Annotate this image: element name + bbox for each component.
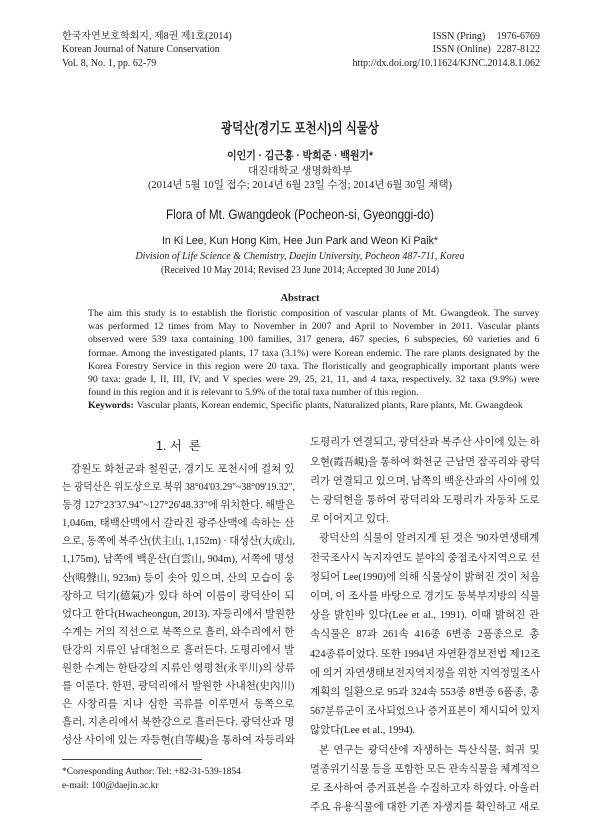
footnote-divider: [62, 759, 202, 760]
right-column-line: 로 이어지고 있다.: [310, 514, 389, 526]
left-column-line: 수계는 거의 직선으로 북쪽으로 흘러, 와수리에서 한: [62, 626, 295, 638]
left-column-line: 는 광덕산은 위도상으로 북위 38°04'03.29"~38°09'19.32",: [62, 482, 295, 494]
dates-english: (Received 10 May 2014; Revised 23 June 2014; Accepted 30 June 2014): [160, 264, 439, 276]
right-column: [310, 433, 540, 817]
corresponding-author: *Corresponding Author: Tel: +82-31-539-1854: [62, 767, 241, 777]
issn-online-row: [352, 43, 540, 56]
affiliation-english: Division of Life Science & Chemistry, Daejin University, Pocheon 487-711, Korea: [135, 250, 465, 262]
abstract-line: observed were 539 taxa containing 100 families, 317 genera, 467 species, 6 subspecies, 60 varieties and 6: [88, 334, 540, 346]
abstract-line: found in this region and it is relevant to 5.9% of the total taxa number of this region.: [88, 387, 419, 399]
left-column-line: 으로, 동쪽에 복주산(伏主山, 1,152m) · 대성산(大成山,: [62, 536, 295, 548]
issn-print-label: ISSN (Pring): [432, 31, 486, 42]
right-column-line: 424종류이었다. 또한 1994년 자연환경보전법 제12조: [310, 648, 540, 660]
right-column-line: 는 광덕현을 통하여 광덕리와 도평리가 자동차 도로: [310, 495, 540, 506]
volume-pages: Vol. 8, No. 1, pp. 62-79: [62, 57, 157, 69]
left-column-line: 산(鳴聲山, 923m) 등이 솟아 있으며, 산의 모습이 웅: [62, 572, 295, 584]
footnote: [62, 765, 241, 793]
journal-name-korean: 한국자연보호학회지, 제8권 제1호(2014): [62, 31, 232, 42]
right-column-line: 정되어 Lee(1990)에 의해 식물상이 밝혀진 것이 처음: [310, 571, 540, 583]
journal-name-english: Korean Journal of Nature Conservation: [62, 44, 220, 56]
left-column-line: 강원도 화천군과 철원군, 경기도 포천시에 걸쳐 있: [71, 464, 295, 475]
left-column-line: 원한 수계는 한탄강의 지류인 영평천(永平川)의 상류: [62, 663, 295, 675]
issn-print-number: 1976-6769: [496, 31, 540, 42]
authors-korean: 이인기 · 김근홍 · 박희준 · 백원기*: [227, 150, 373, 162]
authors-english: In Ki Lee, Kun Hong Kim, Hee Jun Park and Weon Ki Paik*: [161, 235, 438, 247]
abstract-heading: Abstract: [280, 292, 320, 304]
journal-citation: [62, 30, 232, 70]
title-korean: 광덕산(경기도 포천시)의 식물상: [220, 120, 379, 136]
left-column: [62, 461, 295, 751]
issn-online-number: 2287-8122: [496, 44, 540, 56]
left-column-line: 를 이룬다. 한편, 광덕리에서 발원한 사내천(史內川): [62, 681, 295, 693]
right-column-line: 멸종위기식물 등을 포함한 모든 관속식물을 체계적으: [310, 763, 540, 775]
title-english: Flora of Mt. Gwangdeok (Pocheon-si, Gyeonggi-do): [166, 206, 434, 222]
left-column-line: 1,046m, 태백산맥에서 갈라진 광주산맥에 속하는 산: [62, 518, 295, 530]
right-column-line: 주요 유용식물에 대한 기존 자생지를 확인하고 새로: [310, 802, 540, 814]
left-column-line: 장하고 덕기(德氣)가 있다 하여 이름이 광덕산이 되: [62, 590, 295, 602]
abstract-line: Korea Forestry Service in this region were 20 taxa. The floristically and geographically important plants were: [88, 360, 540, 372]
abstract-body: [88, 307, 540, 399]
issn-print-row: [352, 30, 540, 43]
left-column-line: 성산 사이에 있는 자등현(自等峴)을 통하여 자등리와: [62, 735, 295, 747]
right-column-line: 이며, 이 조사를 바탕으로 경기도 동북부지방의 식물: [310, 591, 540, 603]
left-column-line: 탄강의 지류인 남대천으로 흘러든다. 도평리에서 발: [62, 644, 295, 656]
right-column-line: 속식물은 87과 261속 416종 6변종 2품종으로 총: [310, 629, 540, 641]
left-column-line: 흘러, 지촌리에서 북한강으로 흘러든다. 광덕산과 명: [62, 717, 295, 729]
issn-online-label: ISSN (Online): [432, 44, 491, 56]
right-column-line: 오현(霞吾峴)을 통하여 화천군 근남면 잠곡리와 광덕: [310, 456, 540, 468]
right-column-line: 리가 연결되고 있으며, 남쪽의 백운산과의 사이에 있: [310, 475, 540, 487]
keywords-label: Keywords:: [88, 399, 134, 411]
right-column-line: 567분류군이 조사되었으나 증거표본이 제시되어 있지: [310, 706, 540, 718]
keywords: [88, 399, 540, 412]
abstract-line: 90 taxa: grade I, II, III, IV, and V species were 29, 25, 21, 11, and 4 taxa, respectively. 32 taxa (9.9%) were: [88, 374, 540, 386]
right-column-line: 에 의거 자연생태보전지역지정을 위한 지역정밀조사: [310, 667, 540, 679]
left-column-line: 1,175m), 남쪽에 백운산(白雲山, 904m), 서쪽에 명성: [62, 554, 295, 566]
right-column-line: 전국조사시 녹지자연도 분야의 중점조사지역으로 선: [310, 552, 540, 564]
right-column-line: 광덕산의 식물이 알려지게 된 것은 '90자연생태계: [319, 533, 540, 545]
author-email[interactable]: e-mail: 100@daejin.ac.kr: [62, 781, 159, 791]
right-column-line: 도평리가 연결되고, 광덕산과 복주산 사이에 있는 하: [310, 437, 540, 449]
left-column-line: 동경 127°23'37.94"~127°26'48.33"에 위치한다. 해발은: [62, 500, 295, 512]
dates-korean: (2014년 5월 10일 접수; 2014년 6월 23일 수정; 2014년 6월 30일 채택): [147, 179, 453, 191]
right-column-line: 본 연구는 광덕산에 자생하는 특산식물, 희귀 및: [319, 744, 540, 756]
right-column-line: 로 조사하여 증거표본을 수집하고자 하였다. 아울러: [310, 783, 540, 795]
abstract-line: was performed 12 times from May to November in 2007 and April to November in 2011. Vascular plants: [88, 321, 540, 333]
issn-block: [352, 30, 540, 70]
right-column-line: 않았다(Lee et al., 1994).: [310, 725, 416, 737]
keywords-text: Vascular plants, Korean endemic, Specific plants, Naturalized plants, Rare plants, Mt. Gwangdeok: [136, 399, 523, 411]
left-column-line: 었다고 한다(Hwacheongun, 2013). 자등리에서 발원한: [62, 608, 295, 620]
abstract-line: The aim this study is to establish the floristic composition of vascular plants of Mt. Gwangdeok. The survey: [88, 308, 540, 319]
right-column-line: 계획의 일환으로 95과 324속 553종 8변종 6품종, 총: [310, 687, 540, 699]
affiliation-korean: 대진대학교 생명화학부: [247, 165, 353, 177]
left-column-line: 은 사창리를 지나 심한 곡류를 이루면서 동쪽으로: [62, 699, 295, 711]
right-column-line: 상을 밝힌바 있다(Lee et al., 1991). 이때 밝혀진 관: [310, 610, 540, 622]
abstract-line: formae. Among the investigated plants, 17 taxa (3.1%) were Korean endemic. The rare plants designated by the: [88, 347, 540, 359]
doi-link[interactable]: http://dx.doi.org/10.11624/KJNC.2014.8.1.062: [352, 57, 540, 69]
section-heading-introduction: 1. 서 론: [156, 439, 201, 453]
